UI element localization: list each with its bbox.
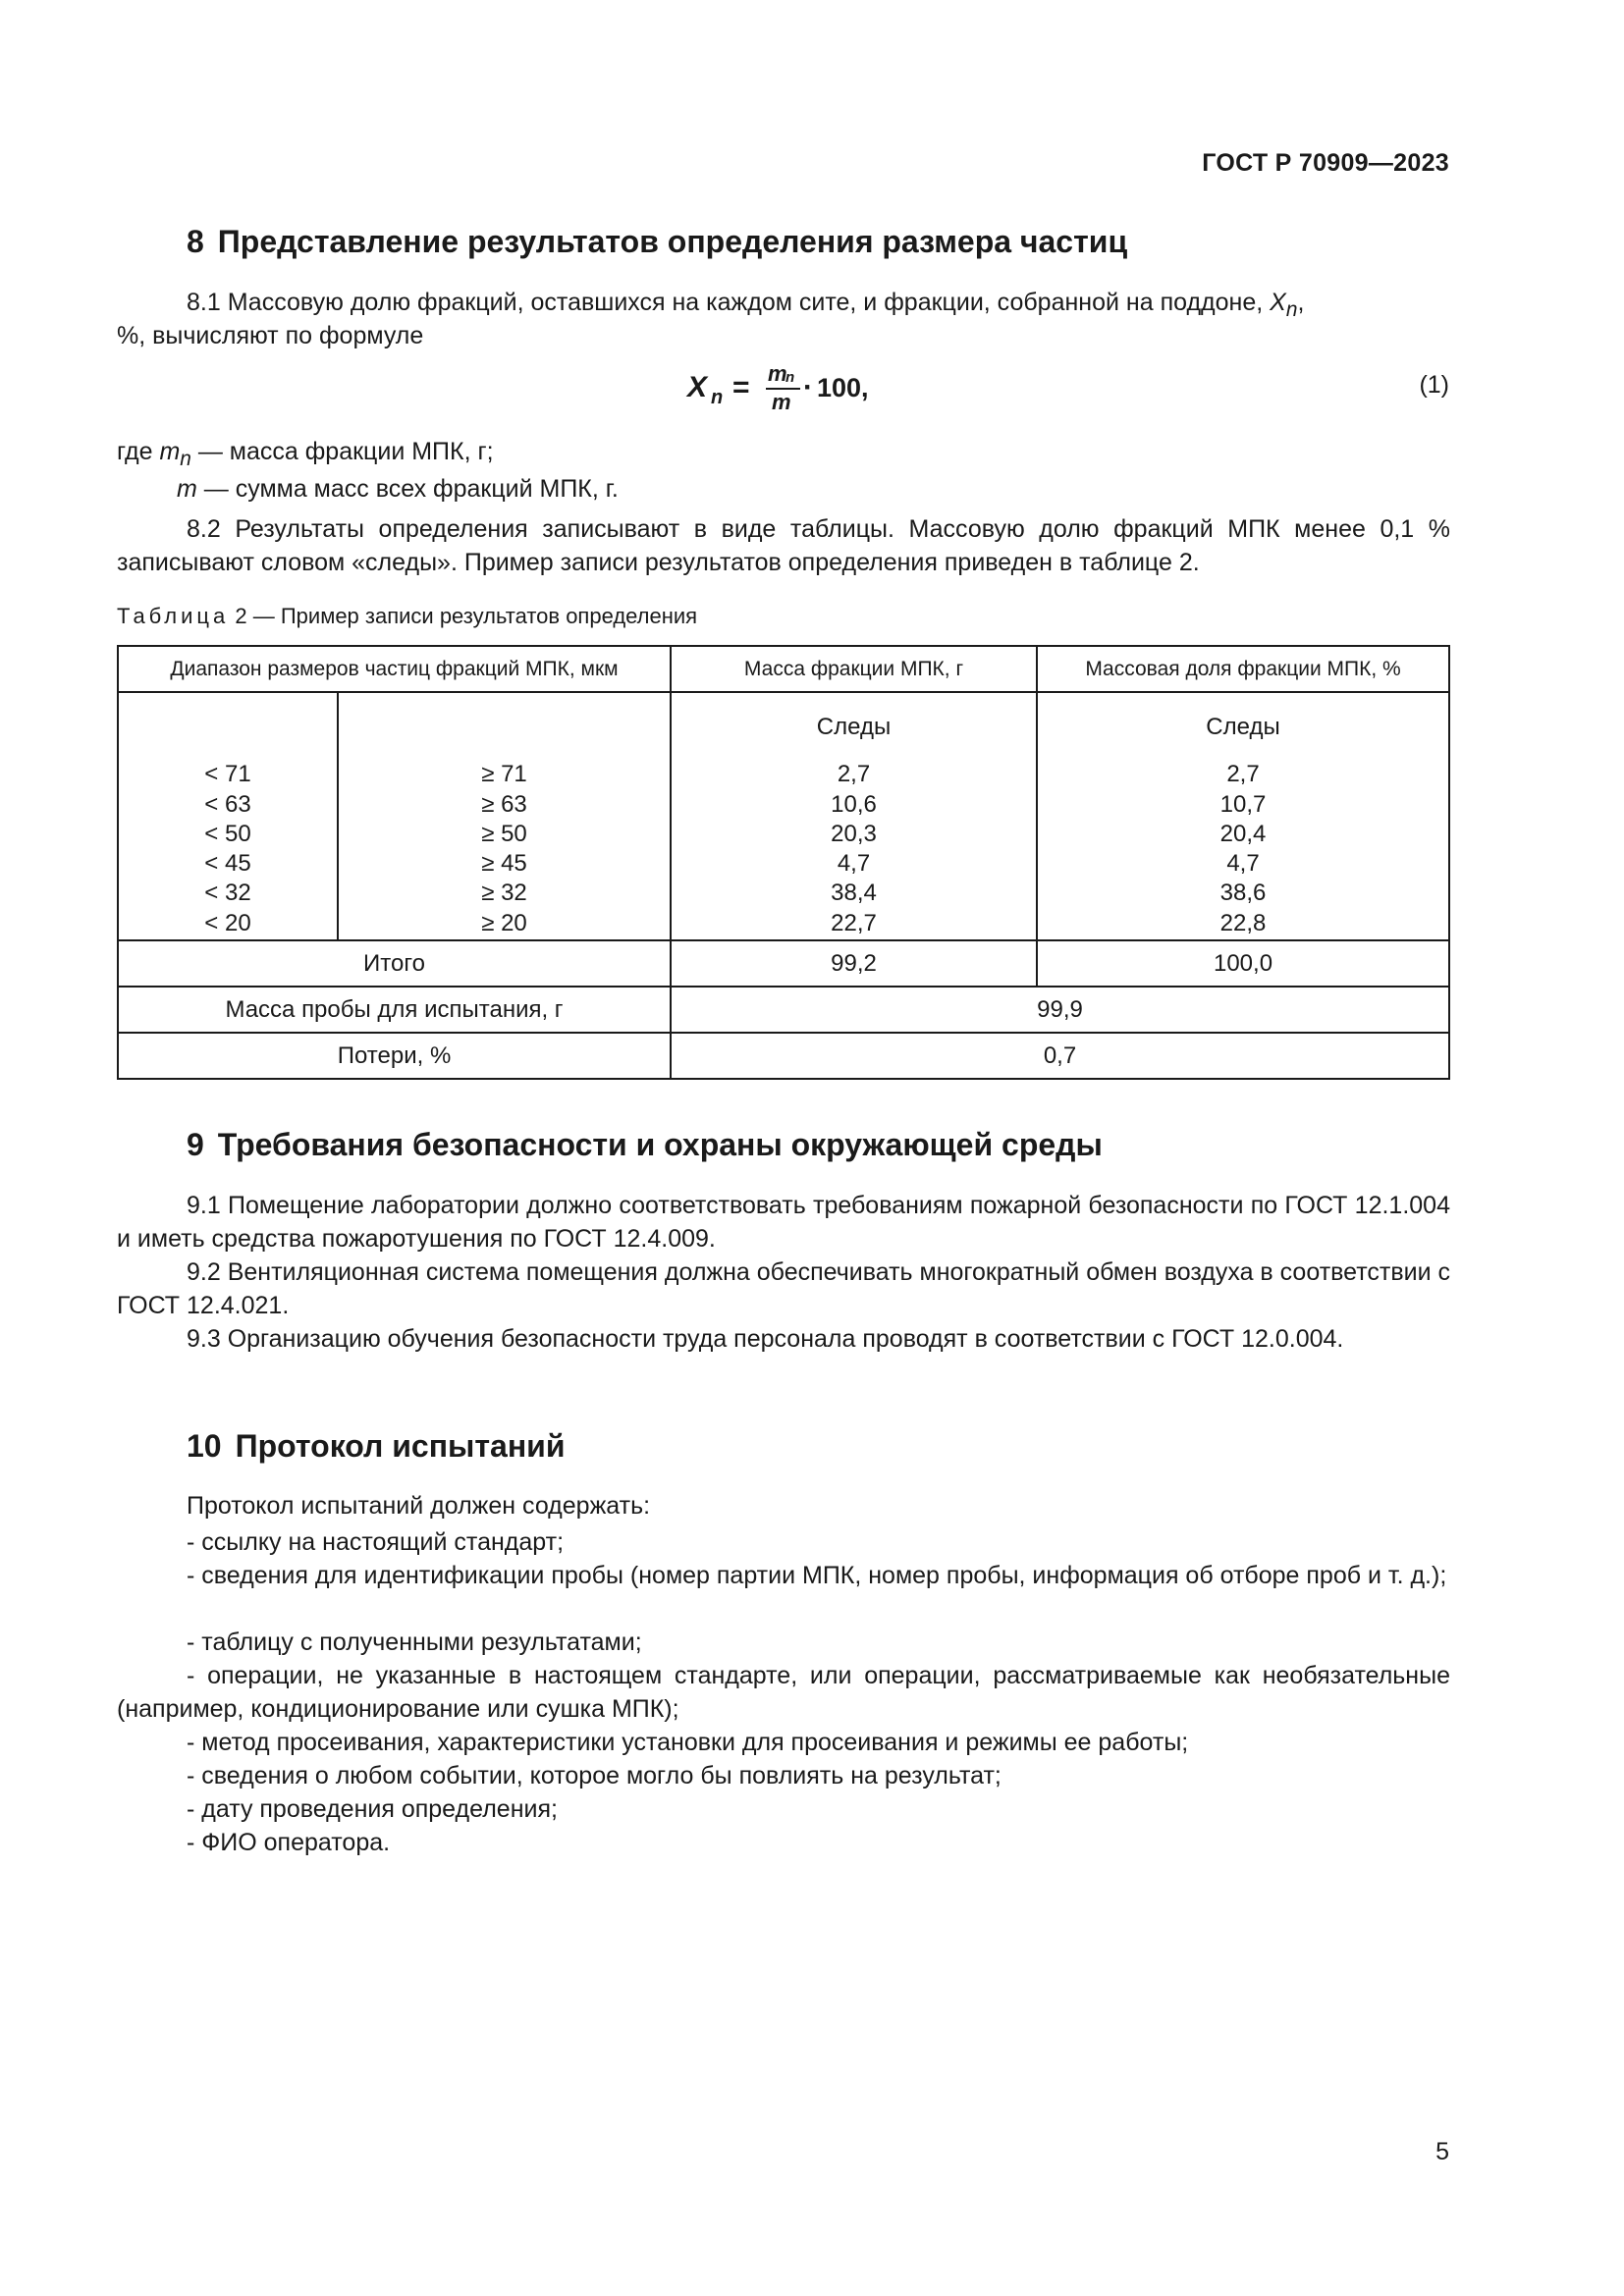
list-item: - ФИО оператора. bbox=[187, 1829, 391, 1856]
paragraph-8-2: 8.2 Результаты определения записывают в виде таблицы. Массовую долю фракций МПК менее 0,1 % записывают словом «следы». Пример записи результатов определения приведен в таблице 2. bbox=[117, 515, 1450, 576]
column-greater-equal: ≥ 71 ≥ 63 ≥ 50 ≥ 45 ≥ 32 ≥ 20 bbox=[338, 692, 671, 940]
section-8-heading bbox=[187, 224, 1127, 260]
formula-number: (1) bbox=[1419, 371, 1449, 399]
sample-mass-row bbox=[118, 987, 1449, 1033]
total-share: 100,0 bbox=[1037, 940, 1449, 987]
section-title: Протокол испытаний bbox=[235, 1428, 566, 1464]
formula-where-line-2: m — сумма масс всех фракций МПК, г. bbox=[177, 475, 619, 503]
sample-mass-label: Масса пробы для испытания, г bbox=[118, 987, 671, 1033]
paragraph-9-3: 9.3 Организацию обучения безопасности труда персонала проводят в соответствии с ГОСТ 12.0.004. bbox=[187, 1325, 1344, 1353]
section-title: Представление результатов определения размера частиц bbox=[217, 224, 1128, 259]
list-item: - операции, не указанные в настоящем стандарте, или операции, рассматриваемые как необязательные (например, кондиционирование или сушка МПК); bbox=[117, 1662, 1450, 1723]
section-number: 10 bbox=[187, 1428, 222, 1464]
page-number: 5 bbox=[1435, 2138, 1449, 2165]
paragraph-9-1: 9.1 Помещение лаборатории должно соответствовать требованиям пожарной безопасности по ГОСТ 12.1.004 и иметь средства пожаротушения по ГОСТ 12.4.009. bbox=[117, 1192, 1450, 1253]
section-number: 9 bbox=[187, 1127, 204, 1162]
table-body-row bbox=[118, 692, 1449, 940]
loss-value: 0,7 bbox=[671, 1033, 1449, 1079]
total-row bbox=[118, 940, 1449, 987]
loss-label: Потери, % bbox=[118, 1033, 671, 1079]
section-title: Требования безопасности и охраны окружающей среды bbox=[217, 1127, 1103, 1162]
table-caption: Таблица 2 — Пример записи результатов определения bbox=[117, 604, 698, 628]
column-mass: Следы 2,7 10,6 20,3 4,7 38,4 22,7 bbox=[671, 692, 1037, 940]
section-number: 8 bbox=[187, 224, 204, 259]
total-mass: 99,2 bbox=[671, 940, 1037, 987]
table-header-row bbox=[118, 646, 1449, 692]
protocol-intro: Протокол испытаний должен содержать: bbox=[187, 1492, 651, 1520]
header-size-range: Диапазон размеров частиц фракций МПК, мкм bbox=[118, 646, 671, 692]
paragraph-9-2: 9.2 Вентиляционная система помещения должна обеспечивать многократный обмен воздуха в соответствии с ГОСТ 12.4.021. bbox=[117, 1258, 1450, 1319]
section-10-heading bbox=[187, 1428, 566, 1465]
section-9-heading bbox=[187, 1127, 1103, 1163]
sample-mass-value: 99,9 bbox=[671, 987, 1449, 1033]
header-mass: Масса фракции МПК, г bbox=[671, 646, 1037, 692]
column-less-than: < 71 < 63 < 50 < 45 < 32 < 20 bbox=[118, 692, 338, 940]
variable-x: X bbox=[1270, 289, 1286, 316]
list-item: - дату проведения определения; bbox=[187, 1795, 558, 1823]
loss-row bbox=[118, 1033, 1449, 1079]
formula-1: X n = m n m · 100, bbox=[687, 361, 869, 414]
paragraph-8-1-line-2: %, вычисляют по формуле bbox=[117, 322, 424, 349]
column-share: Следы 2,7 10,7 20,4 4,7 38,6 22,8 bbox=[1037, 692, 1449, 940]
list-item: - сведения о любом событии, которое могло бы повлиять на результат; bbox=[187, 1762, 1001, 1789]
list-item: - ссылку на настоящий стандарт; bbox=[187, 1528, 565, 1556]
header-share: Массовая доля фракции МПК, % bbox=[1037, 646, 1449, 692]
results-table bbox=[117, 645, 1450, 1080]
document-code: ГОСТ Р 70909—2023 bbox=[1202, 149, 1449, 177]
list-item: - метод просеивания, характеристики установки для просеивания и режимы ее работы; bbox=[187, 1729, 1189, 1756]
list-item: - таблицу с полученными результатами; bbox=[187, 1629, 642, 1656]
paragraph-8-1-line-1: 8.1 Массовую долю фракций, оставшихся на каждом сите, и фракции, собранной на поддоне, $X_n$, bbox=[187, 289, 1305, 321]
total-label: Итого bbox=[118, 940, 671, 987]
variable-subscript: n bbox=[1285, 298, 1298, 321]
list-item: - сведения для идентификации пробы (номер партии МПК, номер пробы, информация об отборе проб и т. д.); bbox=[187, 1562, 1447, 1589]
formula-where-line-1: где $m_n$ — масса фракции МПК, г; bbox=[117, 438, 494, 470]
